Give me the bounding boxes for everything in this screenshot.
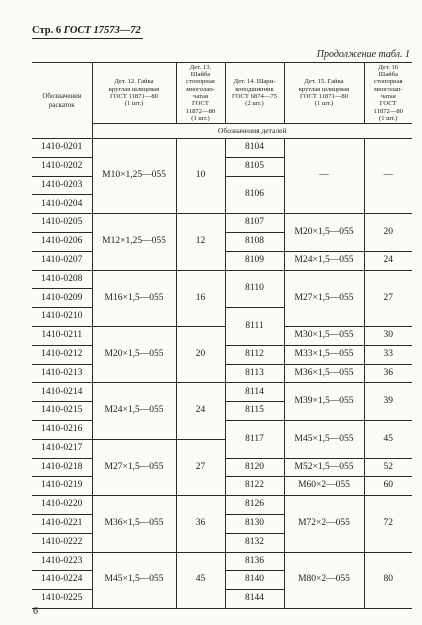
header-line: раскаток bbox=[48, 100, 75, 109]
header-line: круглая шлицевая bbox=[108, 85, 160, 93]
assembly-designation: 1410-0212 bbox=[32, 345, 92, 364]
det15-nut-designation: M80×2—055 bbox=[284, 552, 364, 608]
det14-bearing-designation: 8117 bbox=[225, 420, 284, 458]
det15-nut-designation: M39×1,5—055 bbox=[284, 383, 364, 421]
det12-nut-designation: M24×1,5—055 bbox=[92, 383, 176, 439]
det14-bearing-designation: 8126 bbox=[225, 496, 284, 515]
header-line: Шайба bbox=[190, 71, 211, 79]
det14-bearing-designation: 8115 bbox=[225, 402, 284, 421]
det14-bearing-designation: 8132 bbox=[225, 533, 284, 552]
det14-bearing-designation: 8112 bbox=[225, 345, 284, 364]
det14-bearing-designation: 8140 bbox=[225, 571, 284, 590]
assembly-designation: 1410-0209 bbox=[32, 289, 92, 308]
assembly-designation: 1410-0211 bbox=[32, 326, 92, 345]
header-line: многолап- bbox=[373, 85, 403, 93]
det12-nut-designation: M16×1,5—055 bbox=[92, 270, 176, 326]
header-line: многолап- bbox=[186, 85, 215, 93]
subheader-part-designations: Обозначения деталей bbox=[92, 124, 412, 139]
det16-washer-designation: 24 bbox=[364, 251, 412, 270]
det12-nut-designation: M36×1,5—055 bbox=[92, 496, 176, 552]
assembly-designation: 1410-0204 bbox=[32, 195, 92, 214]
det15-nut-designation: — bbox=[284, 139, 364, 214]
det15-nut-designation: M36×1,5—055 bbox=[284, 364, 364, 383]
det16-washer-designation: 80 bbox=[364, 552, 412, 608]
det16-washer-designation: 20 bbox=[364, 214, 412, 252]
page-number: 6 bbox=[33, 606, 38, 617]
assembly-designation: 1410-0210 bbox=[32, 308, 92, 327]
det16-washer-designation: 33 bbox=[364, 345, 412, 364]
assembly-designation: 1410-0221 bbox=[32, 514, 92, 533]
assembly-designation: 1410-0208 bbox=[32, 270, 92, 289]
det16-washer-designation: 45 bbox=[364, 420, 412, 458]
assembly-designation: 1410-0203 bbox=[32, 176, 92, 195]
assembly-designation: 1410-0202 bbox=[32, 157, 92, 176]
det14-bearing-designation: 8114 bbox=[225, 383, 284, 402]
det15-nut-designation: M72×2—055 bbox=[284, 496, 364, 552]
det13-washer-designation: 45 bbox=[176, 552, 225, 608]
assembly-designation: 1410-0219 bbox=[32, 477, 92, 496]
header-line: Шайба bbox=[378, 71, 398, 79]
det14-bearing-designation: 8107 bbox=[225, 214, 284, 233]
table-row bbox=[32, 552, 412, 571]
det14-bearing-designation: 8113 bbox=[225, 364, 284, 383]
det16-washer-designation: 30 bbox=[364, 326, 412, 345]
det14-bearing-designation: 8104 bbox=[225, 139, 284, 158]
header-cell-assembly-designation bbox=[32, 63, 92, 139]
assembly-designation: 1410-0224 bbox=[32, 571, 92, 590]
det16-washer-designation: 39 bbox=[364, 383, 412, 421]
header-cell-det13 bbox=[176, 63, 225, 124]
page-title bbox=[32, 25, 143, 39]
header-line: Дет. 14. Шари- bbox=[233, 78, 276, 86]
header-line: (1 шт.) bbox=[379, 114, 398, 122]
det15-nut-designation: M30×1,5—055 bbox=[284, 326, 364, 345]
det14-bearing-designation: 8105 bbox=[225, 157, 284, 176]
det13-washer-designation: 16 bbox=[176, 270, 225, 326]
det12-nut-designation: M10×1,25—055 bbox=[92, 139, 176, 214]
det13-washer-designation: 27 bbox=[176, 439, 225, 495]
header-line: Дет. 16 bbox=[378, 63, 399, 71]
assembly-designation: 1410-0220 bbox=[32, 496, 92, 515]
continuation-note: Продолжение табл. 1 bbox=[316, 49, 410, 60]
det14-bearing-designation: 8109 bbox=[225, 251, 284, 270]
det16-washer-designation: 27 bbox=[364, 270, 412, 326]
assembly-designation: 1410-0207 bbox=[32, 251, 92, 270]
standard-number: ГОСТ 17573—72 bbox=[63, 25, 141, 36]
assembly-designation: 1410-0206 bbox=[32, 232, 92, 251]
det16-washer-designation: 60 bbox=[364, 477, 412, 496]
header-line: (1 шт.) bbox=[191, 114, 210, 122]
table-row bbox=[32, 326, 412, 345]
table-row bbox=[32, 214, 412, 233]
det12-nut-designation: M12×1,25—055 bbox=[92, 214, 176, 270]
assembly-designation: 1410-0223 bbox=[32, 552, 92, 571]
header-line: стопорная bbox=[186, 78, 215, 86]
header-line: (1 шт.) bbox=[124, 100, 144, 108]
det14-bearing-designation: 8120 bbox=[225, 458, 284, 477]
header-line: Дет. 13. bbox=[189, 63, 212, 71]
det15-nut-designation: M45×1,5—055 bbox=[284, 420, 364, 458]
det13-washer-designation: 24 bbox=[176, 383, 225, 439]
det16-washer-designation: 72 bbox=[364, 496, 412, 552]
assembly-designation: 1410-0205 bbox=[32, 214, 92, 233]
det13-washer-designation: 20 bbox=[176, 326, 225, 382]
det14-bearing-designation: 8110 bbox=[225, 270, 284, 308]
page-label: Стр. 6 bbox=[32, 25, 62, 36]
det15-nut-designation: M60×2—055 bbox=[284, 477, 364, 496]
table-header-row bbox=[32, 63, 412, 124]
assembly-designation: 1410-0214 bbox=[32, 383, 92, 402]
assembly-designation: 1410-0213 bbox=[32, 364, 92, 383]
header-line: Дет. 15. Гайка bbox=[304, 78, 344, 86]
header-line: стопорная bbox=[373, 78, 403, 86]
assembly-designation: 1410-0218 bbox=[32, 458, 92, 477]
table-row bbox=[32, 139, 412, 158]
header-line: ГОСТ 11871—80 bbox=[300, 93, 348, 100]
header-line: (2 шт.) bbox=[245, 100, 264, 108]
assembly-designation: 1410-0225 bbox=[32, 590, 92, 609]
header-line: 11872—80 bbox=[373, 107, 403, 115]
header-line: коподшипник bbox=[235, 85, 274, 93]
header-line: (1 шт.) bbox=[314, 100, 334, 108]
header-cell-det12 bbox=[92, 63, 176, 124]
table-row bbox=[32, 270, 412, 289]
header-line: ГОСТ 11871—80 bbox=[110, 93, 158, 100]
header-line: чатая bbox=[380, 93, 396, 100]
header-cell-det15 bbox=[284, 63, 364, 124]
det14-bearing-designation: 8111 bbox=[225, 308, 284, 346]
det15-nut-designation: M33×1,5—055 bbox=[284, 345, 364, 364]
det13-washer-designation: 12 bbox=[176, 214, 225, 270]
det13-washer-designation: 36 bbox=[176, 496, 225, 552]
det14-bearing-designation: 8136 bbox=[225, 552, 284, 571]
header-line: Обозначения bbox=[42, 92, 82, 100]
det12-nut-designation: M20×1,5—055 bbox=[92, 326, 176, 382]
det16-washer-designation: 36 bbox=[364, 364, 412, 383]
det14-bearing-designation: 8130 bbox=[225, 514, 284, 533]
det15-nut-designation: M52×1,5—055 bbox=[284, 458, 364, 477]
header-cell-det16 bbox=[364, 63, 412, 124]
det15-nut-designation: M24×1,5—055 bbox=[284, 251, 364, 270]
table-row bbox=[32, 496, 412, 515]
assembly-designation: 1410-0217 bbox=[32, 439, 92, 458]
assembly-designation: 1410-0216 bbox=[32, 420, 92, 439]
table-row bbox=[32, 383, 412, 402]
assembly-designation: 1410-0201 bbox=[32, 139, 92, 158]
assembly-designation: 1410-0215 bbox=[32, 402, 92, 421]
det15-nut-designation: M20×1,5—055 bbox=[284, 214, 364, 252]
header-line: ГОСТ bbox=[379, 100, 397, 108]
det13-washer-designation: 10 bbox=[176, 139, 225, 214]
det16-washer-designation: 52 bbox=[364, 458, 412, 477]
det12-nut-designation: M45×1,5—055 bbox=[92, 552, 176, 608]
det16-washer-designation: — bbox=[364, 139, 412, 214]
det15-nut-designation: M27×1,5—055 bbox=[284, 270, 364, 326]
header-line: ГОСТ 6874—75 bbox=[232, 93, 277, 100]
header-line: круглая шлицевая bbox=[298, 85, 350, 93]
header-line: 11872—80 bbox=[185, 107, 216, 115]
parts-table bbox=[32, 62, 412, 609]
det14-bearing-designation: 8106 bbox=[225, 176, 284, 214]
header-line: ГОСТ bbox=[192, 100, 209, 108]
header-line: чатая bbox=[193, 93, 208, 100]
assembly-designation: 1410-0222 bbox=[32, 533, 92, 552]
det14-bearing-designation: 8144 bbox=[225, 590, 284, 609]
det14-bearing-designation: 8122 bbox=[225, 477, 284, 496]
det12-nut-designation: M27×1,5—055 bbox=[92, 439, 176, 495]
header-line: Дет. 12. Гайка bbox=[114, 78, 154, 86]
header-cell-det14 bbox=[225, 63, 284, 124]
det14-bearing-designation: 8108 bbox=[225, 232, 284, 251]
